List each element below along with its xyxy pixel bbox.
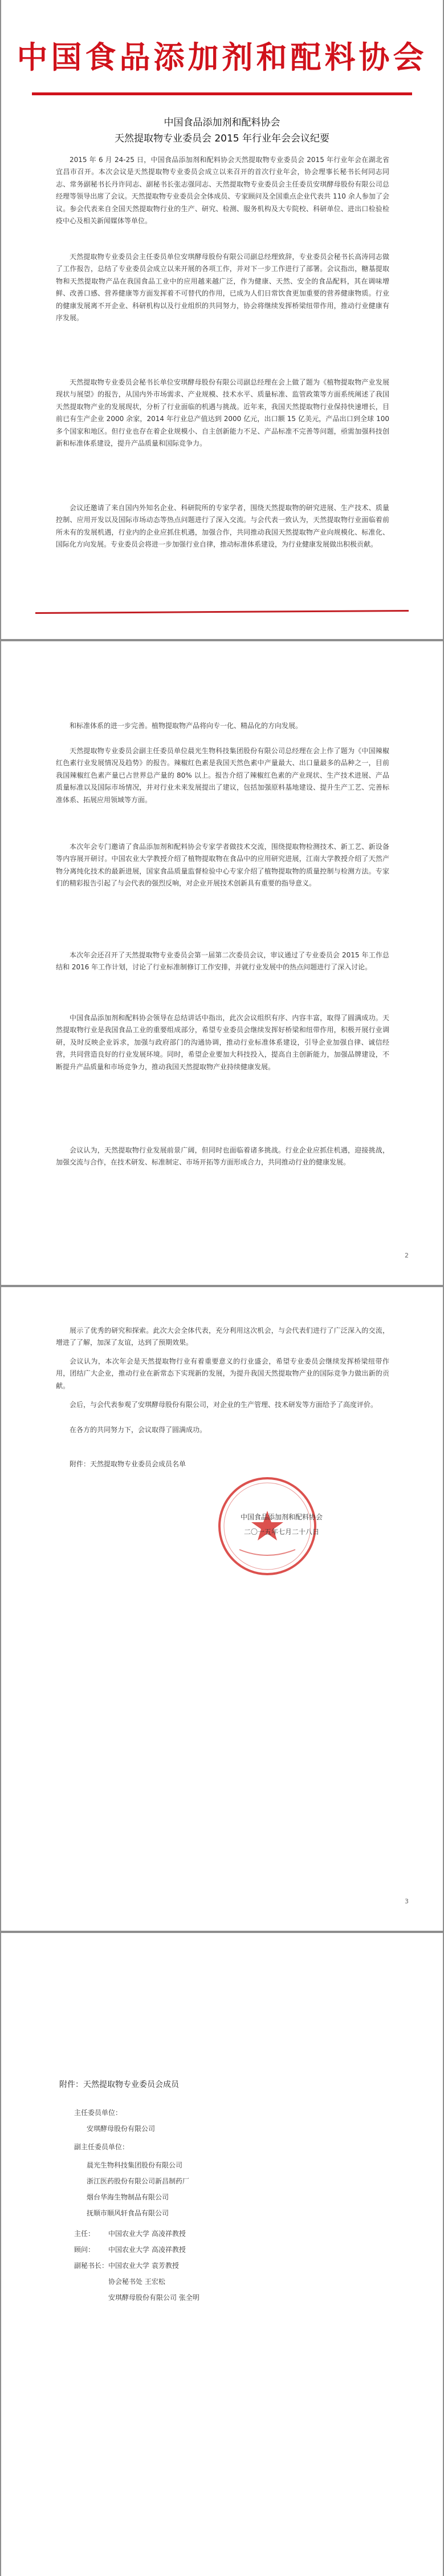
document-title: 天然提取物专业委员会 2015 年行业年会会议纪要 [114, 133, 330, 144]
signature-date: 二〇一五年七月二十八日 [243, 1528, 319, 1536]
document-page-2 [1, 641, 443, 1285]
paragraph: 本次年会专门邀请了食品添加剂和配料协会专家学者做技术交流，围绕提取物检测技术、新工艺、新设备等内容展开研讨。中国农业大学教授介绍了植物提取物在食品中的应用研究进展，江南大学教授介绍了天然产物分离纯化技术的最新进展，国家食品质量监督检验中心专家介绍了植物提取物的质量控制与检测方法。专家们的精彩报告引起了与会代表的强烈反响，对企业开展技术创新具有重要的指导意义。 [56, 843, 389, 888]
document-page-4 [1, 1933, 443, 2576]
page-number: 2 [405, 1252, 409, 1259]
paragraph: 天然提取物专业委员会主任委员单位安琪酵母股份有限公司副总经理致辞，专业委员会秘书长高涛同志做了工作报告，总结了专业委员会成立以来开展的各项工作，并对下一步工作进行了部署。会议指出，糖基提取物和天然提取物产品在我国食品工业中的应用越来越广泛，作为健康、天然、安全的食品配料，其在调味增鲜、改善口感、营养健康等方面发挥着不可替代的作用，已成为人们日常饮食更加重要的营养健康物质。行业的健康发展离不开企业、科研机构以及行业组织的共同努力，协会将继续发挥桥梁纽带作用，推动行业健康有序发展。 [56, 253, 389, 322]
paragraph: 会议认为，本次年会是天然提取物行业有着重要意义的行业盛会，希望专业委员会继续发挥桥梁纽带作用，团结广大企业，推动行业在新常态下实现新的发展，为提升我国天然提取物产业的国际竞争力做出新的贡献。 [56, 1357, 389, 1390]
section-label: 主任委员单位： [74, 2109, 123, 2117]
paragraph: 本次年会还召开了天然提取物专业委员会第一届第二次委员会议，审议通过了专业委员会 2015 年工作总结和 2016 年工作计划，讨论了行业标准制修订工作安排，并就行业发展中的热点问题进行了深入讨论。 [56, 951, 389, 972]
signature-org: 中国食品添加剂和配料协会 [240, 1513, 323, 1521]
paragraph: 2015 年 6 月 24-25 日，中国食品添加剂和配料协会天然提取物专业委员会 2015 年行业年会在湖北省宜昌市召开。本次会议是天然提取物专业委员会成立以来召开的首次行业年会，协会理事长秘书长何同志同志、常务副秘书长丹许同志、副秘书长张志强同志、天然提取物专业委员会主任委员安琪酵母股份有限公司总经理等领导出席了会议。天然提取物专业委员会全体成员、专家顾问及全国重点企业代表共 110 余人参加了会议。参会代表来自全国天然提取物行业的生产、研究、检测、服务机构及大专院校、科研单位、进出口检验检疫中心及相关新闻媒体等单位。 [56, 156, 389, 225]
member-entry: 中国农业大学 高凌祥教授 [108, 2230, 186, 2238]
member-entry: 中国农业大学 高凌祥教授 [108, 2246, 186, 2254]
letterhead-rule [32, 92, 412, 95]
paragraph: 天然提取物专业委员会秘书长单位安琪酵母股份有限公司副总经理在会上做了题为《植物提取物产业发展现状与展望》的报告，从国内外市场需求、产业规模、技术水平、质量标准、监管政策等方面系统阐述了我国天然提取物产业的发展现状，分析了行业面临的机遇与挑战。近年来，我国天然提取物行业保持快速增长，目前已有生产企业 2000 余家，2014 年行业总产值达到 2000 亿元，出口额 15 亿美元，产品出口到全球 100 多个国家和地区。但行业也存在着企业规模小、自主创新能力不足、产品标准不完善等问题，亟需加强科技创新和标准体系建设，提升产品质量和国际竞争力。 [56, 378, 389, 448]
paragraph: 在各方的共同努力下，会议取得了圆满成功。 [70, 1426, 207, 1434]
paragraph: 会后，与会代表参观了安琪酵母股份有限公司，对企业的生产管理、技术研发等方面给予了高度评价。 [70, 1401, 378, 1409]
member-entry: 浙江医药股份有限公司新昌制药厂 [87, 2177, 190, 2185]
member-entry: 协会秘书处 王宏松 [108, 2278, 165, 2286]
member-entry: 抚顺市顺风轩食品有限公司 [87, 2209, 169, 2217]
member-entry: 烟台华海生物制品有限公司 [87, 2193, 169, 2201]
pen-underline-mark [35, 610, 409, 614]
section-label: 顾问： [74, 2246, 95, 2254]
attachment-title: 附件：天然提取物专业委员会成员 [59, 2080, 179, 2089]
member-entry: 晨光生物科技集团股份有限公司 [87, 2161, 183, 2169]
attachment-note: 附件：天然提取物专业委员会成员名单 [70, 1460, 186, 1468]
document-org: 中国食品添加剂和配料协会 [164, 117, 280, 128]
section-label: 主任： [74, 2230, 95, 2238]
paragraph: 会议还邀请了来自国内外知名企业、科研院所的专家学者，围绕天然提取物的研究进展、生产技术、质量控制、应用开发以及国际市场动态等热点问题进行了深入交流。与会代表一致认为，天然提取物行业面临着前所未有的发展机遇，行业内的企业应抓住机遇，加强合作，共同推动我国天然提取物产业向规模化、标准化、国际化方向发展。专业委员会将进一步加强行业自律，推动标准体系建设，为行业健康发展做出积极贡献。 [56, 504, 389, 549]
member-entry: 安琪酵母股份有限公司 [87, 2125, 156, 2133]
official-seal-stamp [217, 1475, 318, 1577]
page-number: 3 [405, 1898, 409, 1905]
member-entry: 中国农业大学 袁芳教授 [108, 2262, 179, 2270]
document-page-3 [1, 1287, 443, 1931]
paragraph: 天然提取物专业委员会副主任委员单位晨光生物科技集团股份有限公司总经理在会上作了题为《中国辣椒红色素行业发展情况及趋势》的报告。辣椒红色素是我国天然色素中产量最大、出口量最多的品种之一，目前我国辣椒红色素产量已占世界总产量的 80% 以上。报告介绍了辣椒红色素的产业现状、生产技术进展、产品质量标准以及国际市场情况，并对行业未来发展提出了建议，包括加强原料基地建设、提升生产工艺、完善标准体系、拓展应用领域等方面。 [56, 747, 389, 804]
paragraph: 和标准体系的进一步完善。植物提取物产品将向专一化、精品化的方向发展。 [70, 722, 303, 730]
member-entry: 安琪酵母股份有限公司 张全明 [108, 2294, 199, 2302]
letterhead-title: 中国食品添加剂和配料协会 [17, 39, 427, 75]
document-page-1 [1, 0, 443, 639]
section-label: 副主任委员单位： [74, 2143, 129, 2151]
paragraph: 中国食品添加剂和配料协会领导在总结讲话中指出，此次会议组织有序、内容丰富，取得了圆满成功。天然提取物行业是我国食品工业的重要组成部分，希望专业委员会继续发挥好桥梁和纽带作用，积极开展行业调研，及时反映企业诉求，加强与政府部门的沟通协调，推动行业标准体系建设，引导企业加强自律、诚信经营，共同营造良好的行业发展环境。同时，希望企业要加大科技投入，提高自主创新能力，加强品牌建设，不断提升产品质量和市场竞争力，推动我国天然提取物产业持续健康发展。 [56, 1014, 389, 1071]
paragraph: 展示了优秀的研究和探索。此次大会全体代表，充分利用这次机会，与会代表们进行了广泛深入的交流，增进了了解，加深了友谊，达到了预期效果。 [56, 1327, 389, 1347]
section-label: 副秘书长： [74, 2262, 109, 2270]
paragraph: 会议认为，天然提取物行业发展前景广阔，但同时也面临着诸多挑战。行业企业应抓住机遇，迎接挑战，加强交流与合作，在技术研发、标准制定、市场开拓等方面形成合力，共同推动行业的健康发展。 [56, 1146, 389, 1167]
